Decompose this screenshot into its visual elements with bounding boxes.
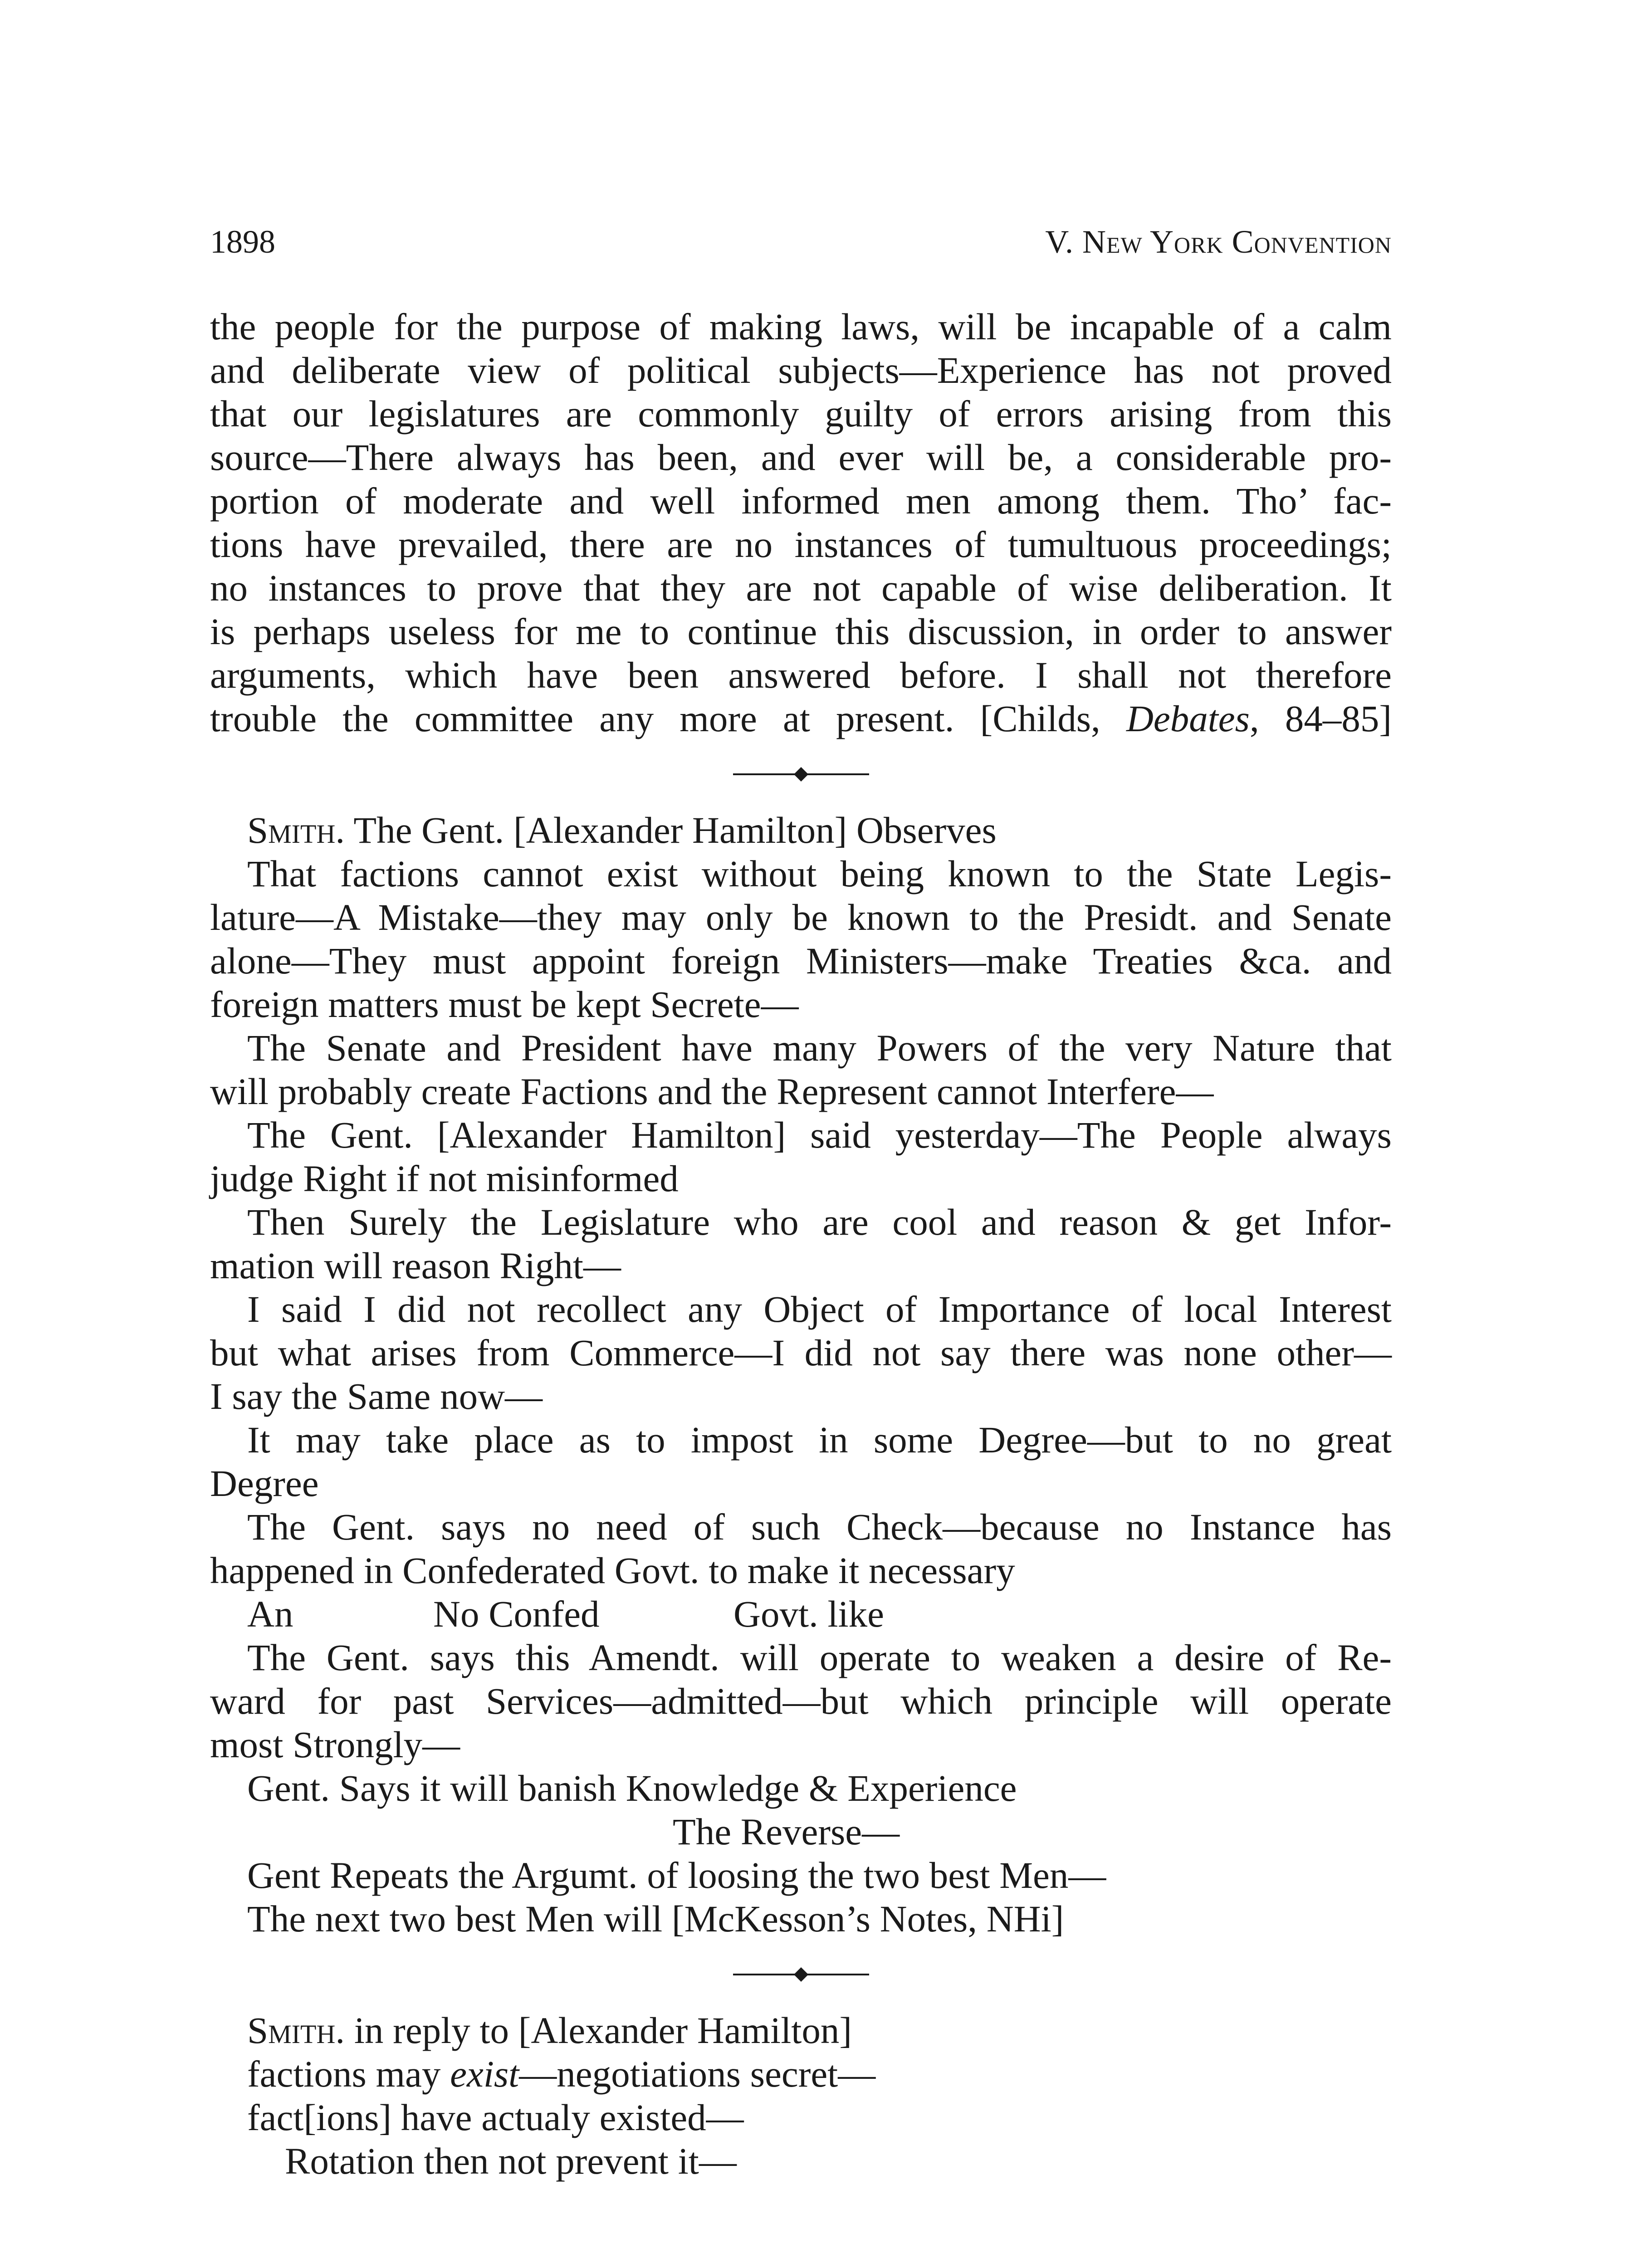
note-paragraph: [210, 1113, 1392, 1200]
text-line: Rotation then not prevent it—: [285, 2140, 737, 2182]
text-line: alone—They must appoint foreign Ministers—make Treaties &ca. and: [210, 940, 1392, 982]
note-paragraph: [210, 852, 1392, 1026]
smith-notes-2: [210, 2009, 1392, 2183]
note-word: No Confed: [433, 1593, 600, 1635]
text-line: tions have prevailed, there are no instances of tumultuous proceedings;: [210, 523, 1392, 565]
page-number: 1898: [210, 224, 275, 260]
text-line: The Reverse—: [673, 1811, 900, 1853]
text-line: arguments, which have been answered before. I shall not therefore: [210, 654, 1392, 696]
citation-title: Debates: [1126, 698, 1250, 739]
text-line: ward for past Services—admitted—but which principle will operate: [210, 1680, 1392, 1722]
note-paragraph: [210, 1200, 1392, 1287]
text-line: source—There always has been, and ever will be, a considerable pro-: [210, 436, 1392, 478]
diamond-rule-icon: [733, 1965, 869, 1984]
citation-line: [210, 697, 1392, 740]
heading-text: . in reply to [Alexander Hamilton]: [335, 2009, 852, 2051]
text-line: Then Surely the Legislature who are cool and reason & get Infor-: [247, 1201, 1392, 1243]
page-body: [210, 305, 1392, 2183]
text-line: The Gent. says no need of such Check—because no Instance has: [247, 1506, 1392, 1548]
text-line: Degree: [210, 1462, 319, 1504]
text-line: that our legislatures are commonly guilty of errors arising from this: [210, 393, 1392, 435]
text-line: portion of moderate and well informed men among them. Tho’ fac-: [210, 480, 1392, 522]
speaker-name: Smith: [247, 809, 336, 851]
text-line: but what arises from Commerce—I did not say there was none other—: [210, 1332, 1392, 1374]
heading-text: . The Gent. [Alexander Hamilton] Observes: [335, 809, 997, 851]
text-fragment: —negotiations secret—: [519, 2053, 876, 2095]
note-paragraph: [210, 1026, 1392, 1113]
text-line: no instances to prove that they are not capable of wise deliberation. It: [210, 567, 1392, 609]
hamilton-speech: [210, 305, 1392, 740]
text-line: The Gent. says this Amendt. will operate to weaken a desire of Re-: [247, 1637, 1392, 1678]
text-line: fact[ions] have actualy existed—: [247, 2097, 744, 2138]
notes-heading: [210, 2009, 1392, 2052]
text-line: Gent Repeats the Argumt. of loosing the two best Men—: [247, 1854, 1106, 1896]
text-line: The Gent. [Alexander Hamilton] said yesterday—The People always: [247, 1114, 1392, 1156]
note-paragraph: [210, 1636, 1392, 1766]
text-line: judge Right if not misinformed: [210, 1158, 679, 1199]
note-paragraph: [210, 1505, 1392, 1592]
text-line: mation will reason Right—: [210, 1245, 621, 1286]
text-line: The Senate and President have many Powers of the very Nature that: [247, 1027, 1392, 1069]
text-line: is perhaps useless for me to continue this discussion, in order to answer: [210, 611, 1392, 652]
text-line: happened in Confederated Govt. to make it necessary: [210, 1549, 1015, 1591]
text-line: I say the Same now—: [210, 1375, 543, 1417]
spaced-note-line: [210, 1592, 1392, 1636]
text-line: will probably create Factions and the Represent cannot Interfere—: [210, 1070, 1214, 1112]
section-title: V. New York Convention: [1045, 224, 1392, 260]
text-line: most Strongly—: [210, 1724, 460, 1765]
citation-pages: , 84–85]: [1249, 698, 1392, 739]
text-line: the people for the purpose of making laws, will be incapable of a calm: [210, 306, 1392, 347]
note-paragraph: [210, 1287, 1392, 1418]
text-line: [210, 2052, 1392, 2096]
speaker-name: Smith: [247, 2009, 336, 2051]
emphasis-word: exist: [450, 2053, 519, 2095]
text-line: lature—A Mistake—they may only be known to the Presidt. and Senate: [210, 896, 1392, 938]
text-line: It may take place as to impost in some Degree—but to no great: [247, 1419, 1392, 1461]
diamond-rule-icon: [733, 765, 869, 783]
text-line: That factions cannot exist without being known to the State Legis-: [247, 853, 1392, 894]
text-line: and deliberate view of political subjects—Experience has not proved: [210, 349, 1392, 391]
note-word: An: [247, 1593, 293, 1635]
text-line: The next two best Men will [McKesson’s Notes, NHi]: [247, 1898, 1064, 1940]
note-word: Govt. like: [733, 1593, 884, 1635]
text-line: foreign matters must be kept Secrete—: [210, 983, 799, 1025]
section-ornament: [210, 1941, 1392, 2009]
smith-notes-1: [210, 808, 1392, 1941]
running-head: [210, 221, 1392, 262]
text-line: Gent. Says it will banish Knowledge & Experience: [247, 1767, 1017, 1809]
notes-heading: [210, 808, 1392, 852]
text-line: I said I did not recollect any Object of Importance of local Interest: [247, 1288, 1392, 1330]
text-fragment: factions may: [247, 2053, 450, 2095]
section-ornament: [210, 740, 1392, 808]
citation-text: trouble the committee any more at present. [Childs,: [210, 698, 1126, 739]
note-paragraph: [210, 1418, 1392, 1505]
